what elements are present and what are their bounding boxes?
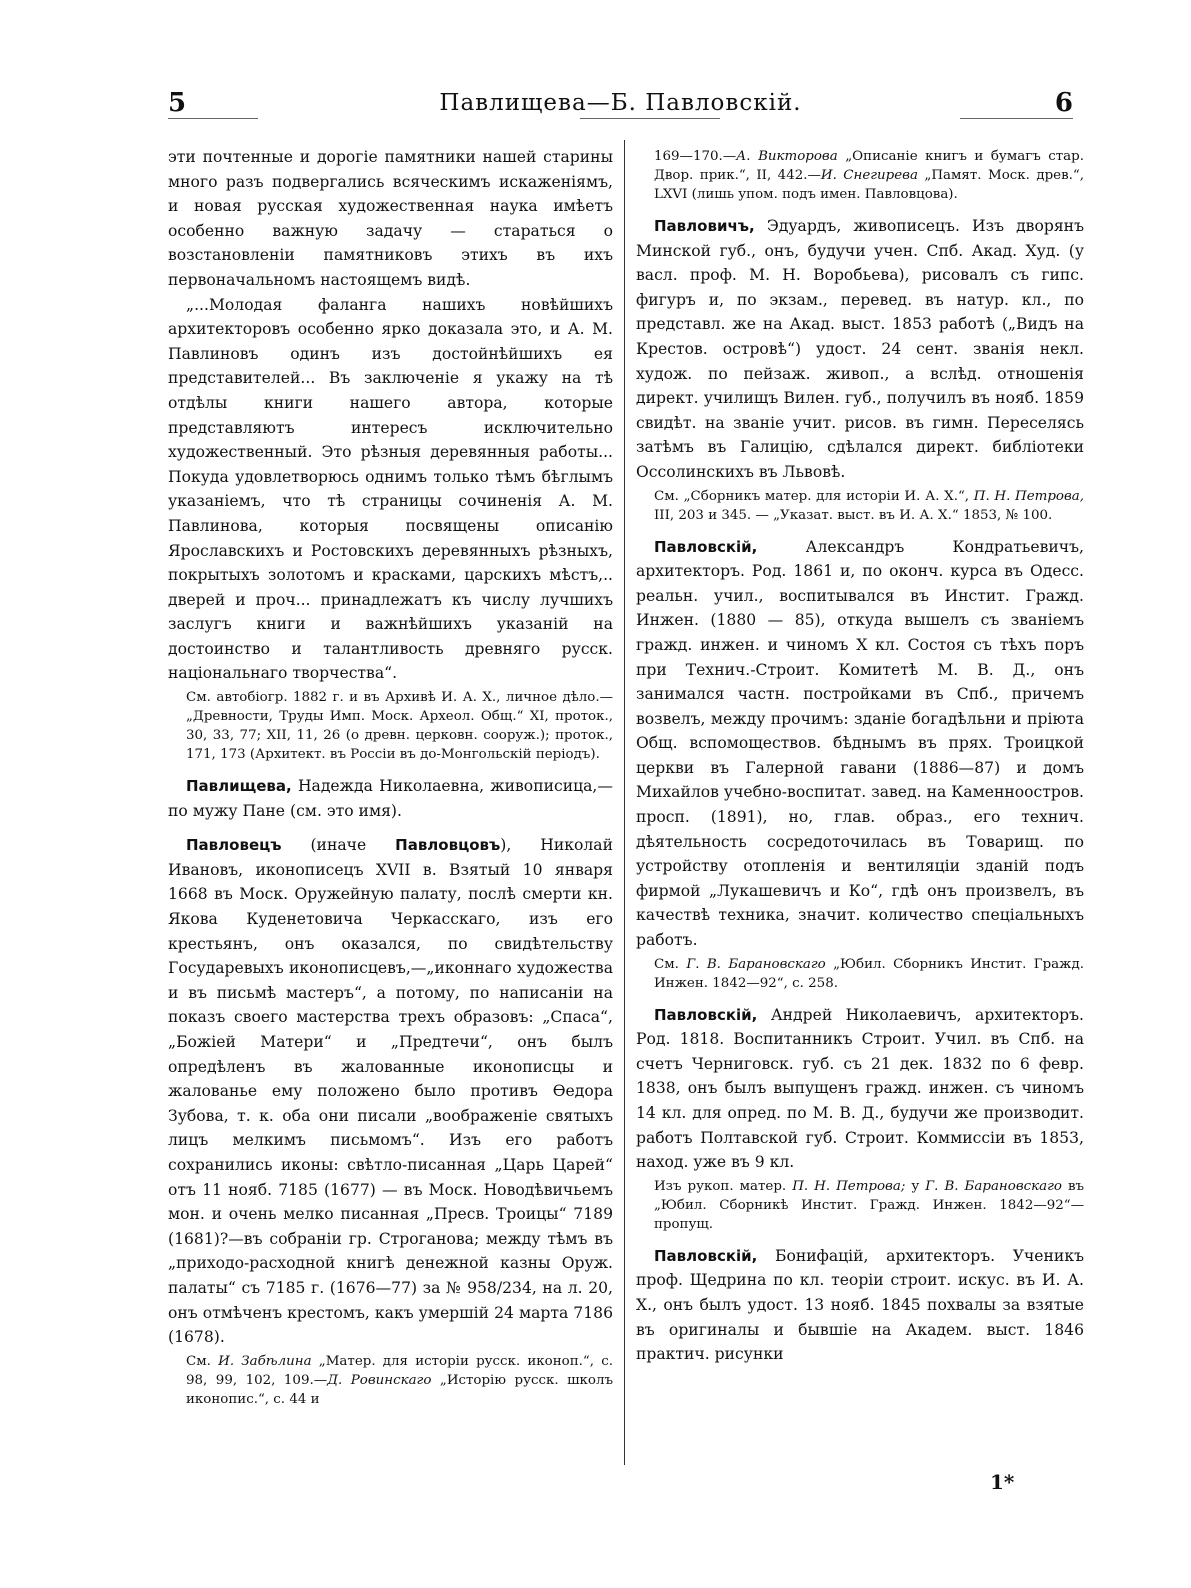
headword-pavlovsky: Павловскій, — [654, 537, 758, 556]
entry-alt-prefix: (иначе — [310, 836, 367, 855]
paragraph-continuation: эти почтенные и дорогіе памятники нашей старины много разъ подвергались всяческимъ искаженіямъ, и новая русская художественная наука имѣетъ особенно важную задачу — стараться о возстановленіи памятниковъ этихъ въ ихъ первоначальномъ настоящемъ видѣ. — [168, 148, 613, 289]
ref-prefix: См. — [186, 1353, 211, 1369]
entry-text: ), Николай Ивановъ, иконописецъ XVII в. Взятый 10 января 1668 въ Моск. Оружейную палату, послѣ смерти кн. Якова Куденетовича Черкасскаго, изъ его крестьянъ, онъ оказался, по свидѣтельству Государевыхъ иконописцевъ,—„иконнаго художества и въ письмѣ мастеръ“, а потому, по написаніи на показъ своего мастерства трехъ образовъ: „Спаса“, „Божіей Матери“ и „Предтечи“, онъ былъ опредѣленъ въ жалованные иконописцы и жалованье ему положено было противъ Ѳедора Зубова, т. к. оба они писали „воображеніе святыхъ лицъ мелкимъ письмомъ“. Изъ его работъ сохранились иконы: свѣтло-писанная „Царь Царей“ отъ 11 нояб. 7185 (1677) — въ Моск. Новодѣвичьемъ мон. и очень мелко писанная „Пресв. Троицы“ 7189 (1681)?—въ собраніи гр. Строганова; между тѣмъ въ „приходо-расходной книгѣ денежной казны Оруж. палаты“ съ 7185 г. (1676—77) за № 958/234, на л. 20, онъ отмѣченъ крестомъ, какъ умершій 24 марта 7186 (1678). — [168, 836, 613, 1347]
right-column — [636, 145, 1084, 1367]
references-pavlinov: См. автобіогр. 1882 г. и въ Архивѣ И. А. Х., личное дѣло.—„Древности, Труды Имп. Моск. Археол. Общ.“ XI, проток., 30, 33, 77; XII, 11, 26 (о древн. церковн. сооруж.); проток., 171, 173 (Архитект. въ Россіи въ до-Монгольскій періодъ). — [186, 690, 613, 763]
ref-text: въ „Юбил. Сборникѣ Инстит. Гражд. Инжен. 1842—92“—пропущ. — [654, 1178, 1085, 1232]
running-title: Павлищева—Б. Павловскій. — [439, 90, 802, 116]
header-rule-left — [168, 118, 258, 119]
header-rule-right — [960, 118, 1073, 119]
headword-pavlishcheva: Павлищева, — [186, 777, 292, 796]
ref-author: Д. Ровинскаго — [327, 1372, 432, 1388]
ref-text: 169—170.— — [654, 149, 737, 164]
column-divider — [624, 140, 625, 1465]
ref-text: „Матер. для исторіи русск. иконоп.“, с. 98, 99, 102, 109.— — [186, 1353, 613, 1388]
references-pavlovsky-andrei — [636, 1177, 1084, 1234]
ref-author: П. Н. Петрова; — [792, 1178, 906, 1194]
page-number-left: 5 — [168, 88, 187, 118]
entry-pavlovsky-andrei — [636, 1003, 1084, 1175]
entry-pavlishcheva — [168, 774, 613, 823]
entry-pavlovets — [168, 833, 613, 1349]
ref-text: „Юбил. Сборникъ Инстит. Гражд. Инжен. 1842—92“, с. 258. — [654, 956, 1084, 991]
headword-alt-pavlovtsov: Павловцовъ — [395, 836, 501, 855]
ref-author: А. Викторова — [736, 149, 838, 164]
signature-mark: 1* — [990, 1470, 1015, 1494]
headword-pavlovsky: Павловскій, — [654, 1005, 758, 1024]
ref-text: См. „Сборникъ матер. для исторіи И. А. Х.“, — [654, 488, 970, 504]
left-column — [168, 145, 613, 1409]
ref-author: П. Н. Петрова, — [973, 488, 1084, 504]
ref-author: И. Забѣлина — [218, 1353, 312, 1369]
ref-text: „Памят. Моск. древ.“, LXVI (лишь упом. подъ имен. Павловцова). — [654, 168, 1084, 202]
references-pavlovich — [636, 487, 1084, 525]
ref-author: Г. В. Барановскаго — [925, 1178, 1062, 1194]
entry-pavlovich — [636, 214, 1084, 485]
entry-text: Александръ Кондратьевичъ, архитекторъ. Род. 1861 и, по оконч. курса въ Одесс. реальн. учил., воспитывался въ Инстит. Гражд. Инжен. (1880 — 85), откуда вышелъ съ званіемъ гражд. инжен. и чиномъ X кл. Состоя съ тѣхъ поръ при Технич.-Строит. Комитетѣ М. В. Д., онъ занимался частн. постройками въ Спб., причемъ возвелъ, между прочимъ: зданіе богадѣльни и пріюта Общ. вспомоществов. бѣднымъ въ прях. Троицкой церкви въ Галерной гавани (1886—87) и домъ Михайлов учебно-воспитат. завед. на Каменноостров. просп. (1891), но, глав. образ., его технич. дѣятельность сосредоточилась въ Товарищ. по устройству отопленія и вентиляціи зданій подъ фирмой „Лукашевичъ и Ко“, гдѣ онъ произвелъ, въ качествѣ техника, значит. количество спеціальныхъ работъ. — [636, 537, 1084, 950]
references-pavlovsky-aleksandr — [636, 955, 1084, 993]
headword-pavlovich: Павловичъ, — [654, 217, 755, 235]
ref-author: Г. В. Барановскаго — [686, 956, 826, 972]
ref-text: Изъ рукоп. матер. — [654, 1178, 787, 1194]
ref-text: „Исторію русск. школъ иконопис.“, с. 44 и — [186, 1372, 613, 1407]
page-number-right: 6 — [1054, 88, 1073, 118]
references-pavlovets — [168, 1352, 613, 1409]
entry-text: Надежда Николаевна, живописица,—по мужу Пане (см. это имя). — [168, 777, 613, 820]
ref-prefix: См. — [654, 956, 679, 972]
entry-text: Андрей Николаевичъ, архитекторъ. Род. 1818. Воспитанникъ Строит. Учил. въ Спб. на счетъ Черниговск. губ. съ 21 дек. 1832 по 6 февр. 1838, онъ былъ выпущенъ гражд. инжен. съ чиномъ 14 кл. для опред. по М. В. Д., будучи же производит. работъ Полтавской губ. Строит. Коммиссіи въ 1853, наход. уже въ 9 кл. — [636, 1005, 1084, 1172]
headword-pavlovsky: Павловскій, — [654, 1246, 758, 1265]
ref-author: И. Снегирева — [820, 168, 918, 183]
headword-pavlovets: Павловецъ — [186, 836, 282, 855]
references-pavlovets-cont — [636, 147, 1084, 204]
ref-text: „Описаніе книгъ и бумагъ стар. Двор. прик.“, II, 442.— — [654, 149, 1084, 183]
entry-pavlovsky-bonifatsy — [636, 1244, 1084, 1367]
entry-text: Бонифацій, архитекторъ. Ученикъ проф. Щедрина по кл. теоріи строит. искус. въ И. А. Х., онъ былъ удост. 13 нояб. 1845 похвалы за взятые въ оригиналы и бывшіе на Академ. выст. 1846 практич. рисунки — [636, 1246, 1084, 1364]
ref-text: III, 203 и 345. — „Указат. выст. въ И. А. Х.“ 1853, № 100. — [654, 507, 1053, 523]
header-rule-center — [580, 118, 720, 119]
quotation-paragraph: „...Молодая фаланга нашихъ новѣйшихъ архитекторовъ особенно ярко доказала это, и А. М. Павлиновъ одинъ изъ достойнѣйшихъ ея представителей... Въ заключеніе я укажу на тѣ отдѣлы книги нашего автора, которые представляютъ интересъ исключительно художественный. Это рѣзныя деревянныя работы... Покуда удовлетворюсь однимъ только тѣмъ бѣглымъ указаніемъ, что тѣ страницы сочиненія А. М. Павлинова, которыя посвящены описанію Ярославскихъ и Ростовскихъ деревянныхъ рѣзныхъ, покрытыхъ золотомъ и красками, царскихъ мѣстъ,.. дверей и проч... принадлежатъ къ числу лучшихъ заслугъ книги и важнѣйшихъ указаній на достоинство и талантливость древняго русск. національнаго творчества“. — [168, 295, 613, 683]
entry-text: Эдуардъ, живописецъ. Изъ дворянъ Минской губ., онъ, будучи учен. Спб. Акад. Худ. (у васл. проф. М. Н. Воробьева), рисовалъ съ гипс. фигуръ и, по экзам., перевед. въ натур. кл., по представл. же на Акад. выст. 1853 работѣ („Видъ на Крестов. островѣ“) удост. 24 сент. званія некл. худож. по пейзаж. живоп., а вслѣд. отношенія директ. училищъ Вилен. губ., получилъ въ нояб. 1859 свидѣт. на званіе учит. рисов. въ гимн. Переселясь затѣмъ въ Галицію, сдѣлался директ. библіотеки Оссолинскихъ въ Львовѣ. — [636, 217, 1084, 481]
ref-text: у — [911, 1178, 920, 1194]
entry-pavlovsky-aleksandr — [636, 535, 1084, 953]
